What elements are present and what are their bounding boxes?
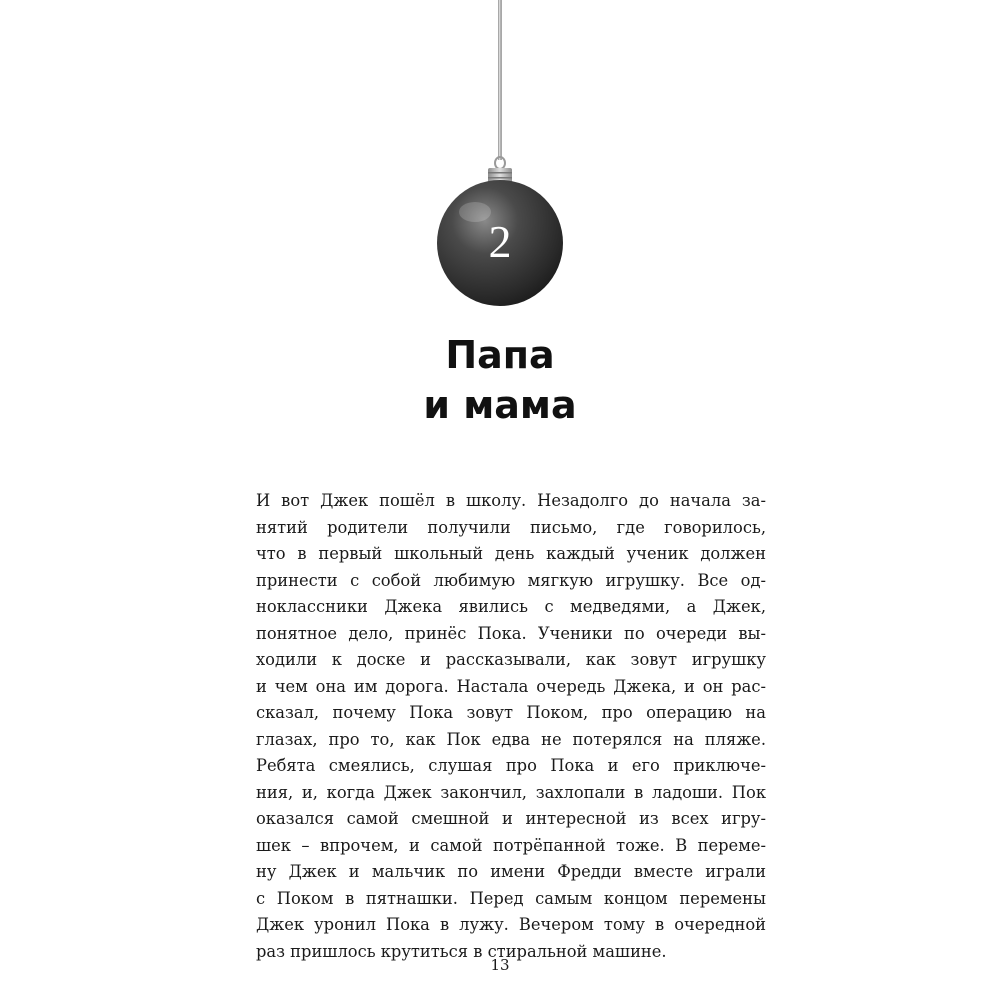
text-line: ну Джек и мальчик по имени Фредди вместе играли (256, 862, 766, 881)
text-line: понятное дело, принёс Пока. Ученики по очереди вы- (256, 623, 766, 643)
text-line: и чем она им дорога. Настала очередь Джека, и он рас- (256, 676, 766, 696)
text-line: Ребята смеялись, слушая про Пока и его приключе- (256, 756, 766, 775)
text-line: ходили к доске и рассказывали, как зовут игрушку (256, 650, 766, 669)
text-line: сказал, почему Пока зовут Поком, про операцию на (256, 703, 766, 722)
text-line: глазах, про то, как Пок едва не потерялся на пляже. (256, 729, 766, 749)
christmas-ornament-icon (0, 0, 1000, 320)
text-line: раз пришлось крутиться в стиральной машине. (256, 941, 667, 961)
text-line: нятий родители получили письмо, где говорилось, (256, 517, 766, 537)
text-line: что в первый школьный день каждый ученик должен (256, 544, 766, 563)
chapter-title (250, 330, 750, 430)
text-line: шек – впрочем, и самой потрёпанной тоже. В переме- (256, 835, 766, 855)
text-line: оказался самой смешной и интересной из всех игру- (256, 809, 766, 828)
text-line: ния, и, когда Джек закончил, захлопали в ладоши. Пок (256, 782, 766, 802)
text-line: Джек уронил Пока в лужу. Вечером тому в очередной (256, 915, 766, 934)
chapter-title-line-2: и мама (423, 383, 577, 427)
page-number: 13 (490, 956, 510, 974)
body-paragraph (256, 488, 766, 965)
text-line: ноклассники Джека явились с медведями, а Джек, (256, 597, 766, 616)
chapter-title-line-1: Папа (445, 333, 555, 377)
text-line: с Поком в пятнашки. Перед самым концом перемены (256, 888, 766, 908)
chapter-number: 2 (488, 216, 512, 267)
text-line: И вот Джек пошёл в школу. Незадолго до начала за- (256, 491, 766, 510)
text-line: принести с собой любимую мягкую игрушку. Все од- (256, 570, 766, 590)
